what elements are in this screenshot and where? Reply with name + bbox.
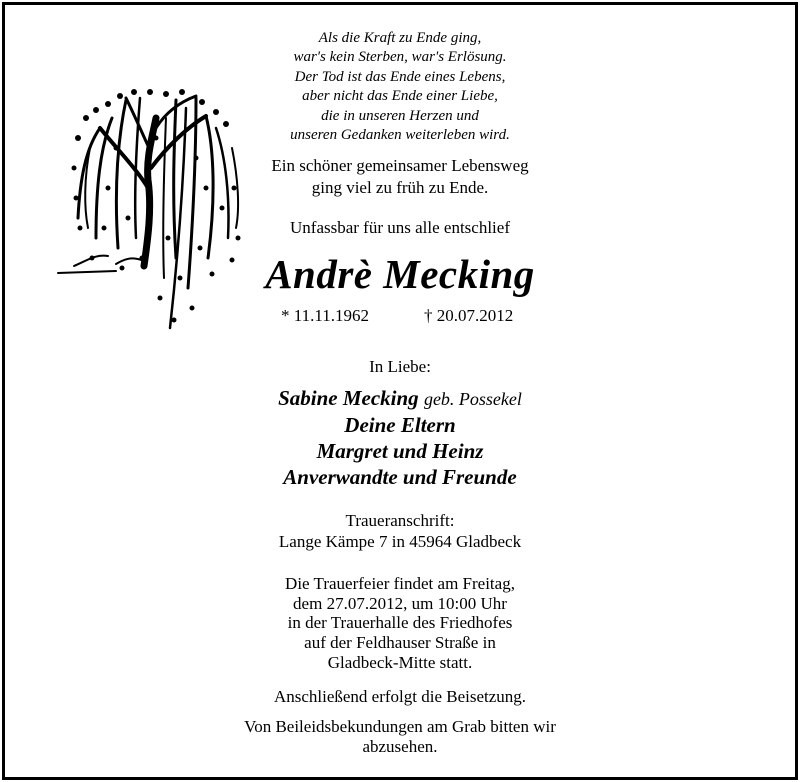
funeral-line: in der Trauerhalle des Friedhofes [287, 613, 513, 633]
family-line: Anverwandte und Freunde [283, 465, 517, 489]
funeral-line: Die Trauerfeier findet am Freitag, [285, 574, 515, 593]
poem-line: war's kein Sterben, war's Erlösung. [293, 49, 507, 66]
condolence-note [0, 717, 800, 757]
mourning-address [0, 510, 800, 552]
spouse-name: Sabine Mecking [278, 386, 419, 410]
condolence-line: Von Beileidsbekundungen am Grab bitten wir [244, 717, 556, 736]
intro-text [0, 155, 800, 198]
poem-line: Als die Kraft zu Ende ging, [318, 30, 482, 46]
birth-date: * 11.11.1962 [281, 306, 369, 325]
family-line: Margret und Heinz [316, 439, 484, 463]
poem-line: unseren Gedanken weiterleben wird. [290, 127, 510, 144]
funeral-info [0, 574, 800, 673]
spouse-nee: geb. Possekel [423, 389, 522, 409]
poem-line: Der Tod ist das Ende eines Lebens, [294, 68, 506, 85]
condolence-line: abzusehen. [362, 737, 438, 756]
family-line: Deine Eltern [344, 413, 456, 437]
address-label: Traueranschrift: [345, 511, 455, 530]
poem-line: die in unseren Herzen und [321, 107, 479, 124]
spouse-line [0, 385, 800, 412]
intro-line: ging viel zu früh zu Ende. [311, 177, 489, 197]
funeral-line: auf der Feldhauser Straße in [304, 633, 496, 653]
address-value: Lange Kämpe 7 in 45964 Gladbeck [278, 532, 522, 551]
deceased-name: Andrè Mecking [265, 251, 535, 297]
in-liebe-label: In Liebe: [369, 357, 431, 376]
poem-line: aber nicht das Ende einer Liebe, [302, 88, 498, 105]
funeral-line: Gladbeck-Mitte statt. [327, 652, 473, 672]
funeral-line: dem 27.07.2012, um 10:00 Uhr [293, 593, 507, 613]
death-date: † 20.07.2012 [424, 306, 514, 325]
poem [0, 29, 800, 145]
announcement-text: Unfassbar für uns alle entschlief [290, 218, 510, 237]
burial-info: Anschließend erfolgt die Beisetzung. [273, 687, 527, 706]
intro-line: Ein schöner gemeinsamer Lebensweg [271, 156, 529, 175]
family-list [0, 385, 800, 490]
